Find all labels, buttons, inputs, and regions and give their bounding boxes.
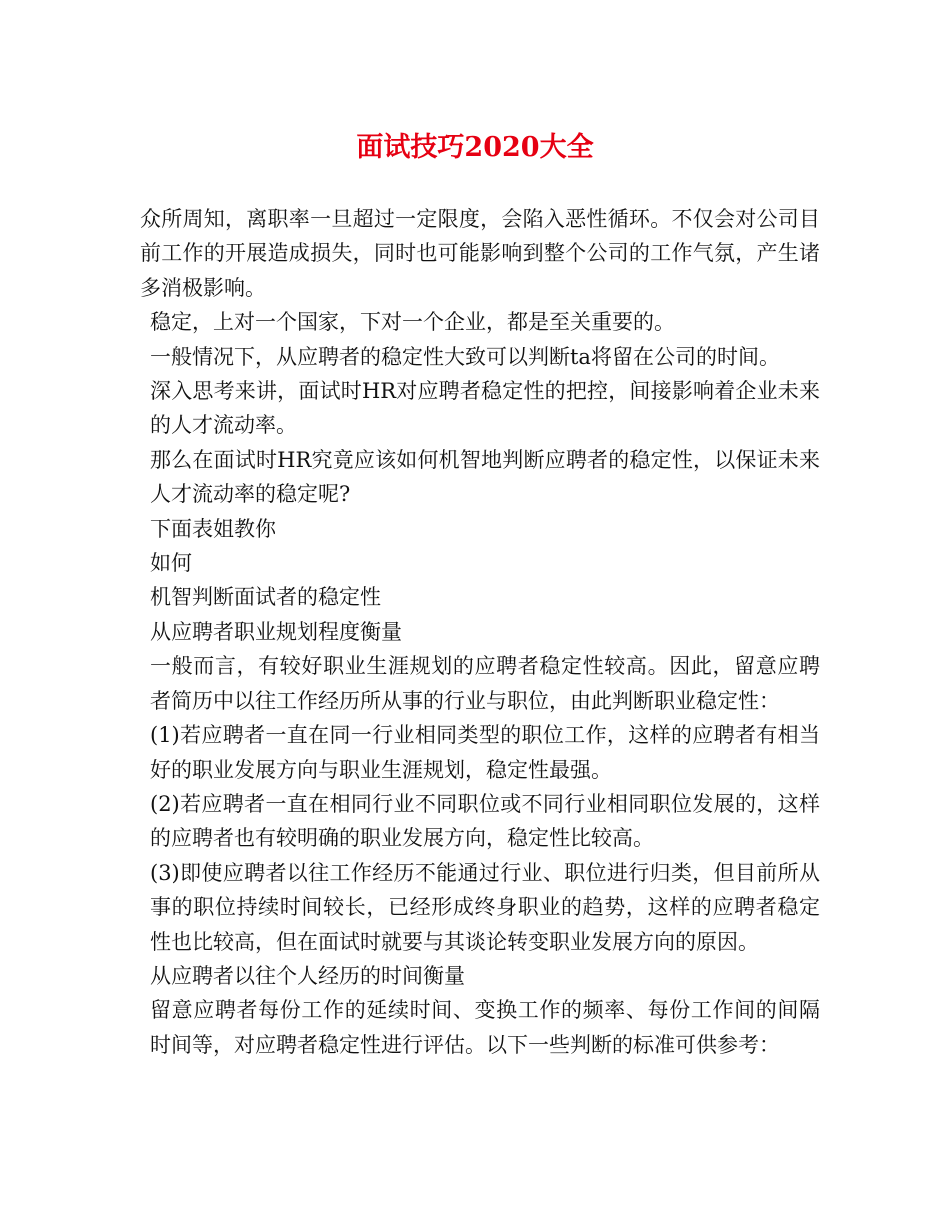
paragraph-intro: 众所周知，离职率一旦超过一定限度，会陷入恶性循环。不仅会对公司目前工作的开展造成损失，同时也可能影响到整个公司的工作气氛，产生诸多消极影响。	[140, 207, 820, 300]
paragraph-how: 如何	[150, 551, 192, 576]
document-title: 面试技巧2020大全	[356, 132, 594, 163]
list-item-1: (1)若应聘者一直在同一行业相同类型的职位工作，这样的应聘者有相当好的职业发展方向与职业生涯规划，稳定性最强。	[150, 723, 820, 782]
list-item-2: (2)若应聘者一直在相同行业不同职位或不同行业相同职位发展的，这样的应聘者也有较明确的职业发展方向，稳定性比较高。	[150, 791, 820, 851]
paragraph-experience-time: 留意应聘者每份工作的延续时间、变换工作的频率、每份工作间的间隔时间等，对应聘者稳定性进行评估。以下一些判断的标准可供参考：	[150, 998, 820, 1057]
document-body	[140, 202, 820, 1062]
section-heading-experience-time: 从应聘者以往个人经历的时间衡量	[150, 963, 465, 988]
paragraph-general: 一般情况下，从应聘者的稳定性大致可以判断ta将留在公司的时间。	[150, 344, 780, 369]
paragraph-teach: 下面表姐教你	[150, 516, 276, 541]
paragraph-stability: 稳定，上对一个国家，下对一个企业，都是至关重要的。	[150, 310, 675, 335]
list-item-3: (3)即使应聘者以往工作经历不能通过行业、职位进行归类，但目前所从事的职位持续时间较长，已经形成终身职业的趋势，这样的应聘者稳定性也比较高，但在面试时就要与其谈论转变职业发展方向的原因。	[150, 860, 820, 954]
section-heading-career-plan: 从应聘者职业规划程度衡量	[150, 619, 402, 644]
paragraph-deep-thought: 深入思考来讲，面试时HR对应聘者稳定性的把控，间接影响着企业未来的人才流动率。	[150, 379, 820, 438]
paragraph-judge: 机智判断面试者的稳定性	[150, 585, 381, 610]
paragraph-career-plan: 一般而言，有较好职业生涯规划的应聘者稳定性较高。因此，留意应聘者简历中以往工作经历所从事的行业与职位，由此判断职业稳定性：	[150, 654, 820, 713]
paragraph-question: 那么在面试时HR究竟应该如何机智地判断应聘者的稳定性，以保证未来人才流动率的稳定呢?	[150, 447, 820, 507]
